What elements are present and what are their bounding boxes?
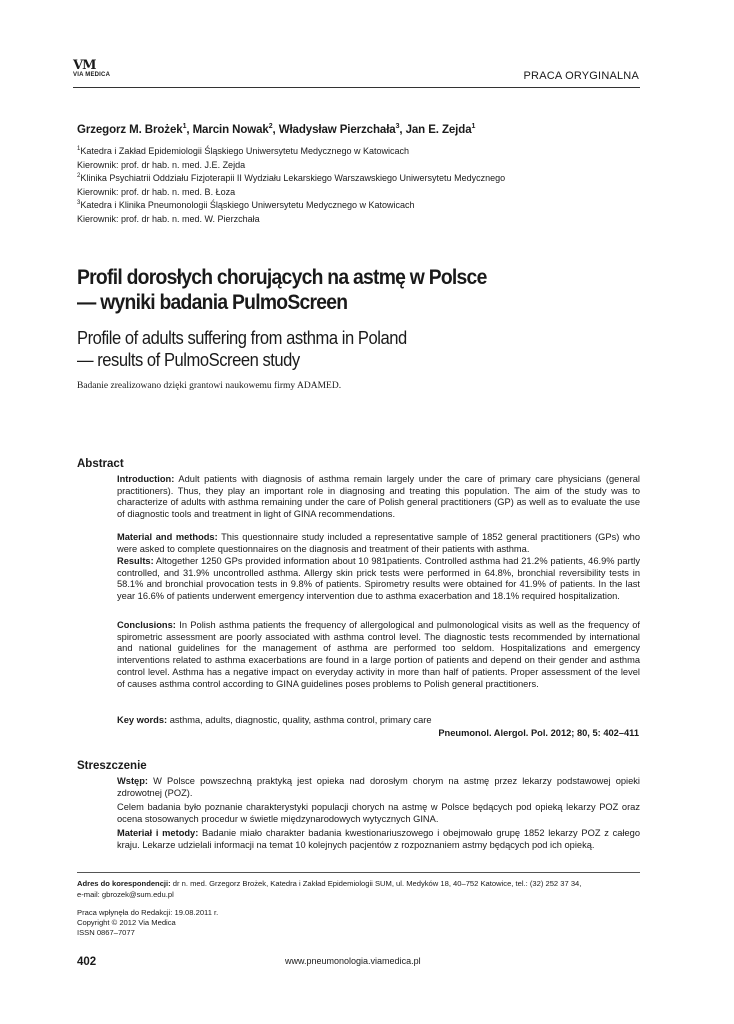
- streszczenie-metody: [117, 828, 640, 851]
- correspondence-label: Adres do korespondencji:: [77, 879, 171, 888]
- conclusions-text: In Polish asthma patients the frequency of allergological and pulmonological visits as well as the frequency of spirometric assessment are poorly associated with asthma control level. The diagnostic tests recommended by international and national guidelines for the management of asthma are performed too seldom. Hospitalizations and emergency interventions related to asthma exacerbations are found in a large portion of patients and depend on their gender and asthma control level. Asthma has a negative impact on everyday activity in more than half of patients. Proper assessment of the level of causes asthma control according to GINA guidelines poses problems to Polish general practitioners.: [117, 620, 640, 689]
- wstep-text: W Polsce powszechną praktyką jest opieka nad dorosłym chorym na astmę przez lekarzy podstawowej opieki zdrowotnej (POZ).: [117, 776, 640, 798]
- title-polish: [77, 265, 509, 315]
- section-label: PRACA ORYGINALNA: [523, 70, 639, 82]
- keywords: [117, 715, 432, 725]
- author-separator: ,: [399, 123, 406, 136]
- introduction-label: Introduction:: [117, 474, 175, 484]
- author-separator: ,: [272, 123, 279, 136]
- author-affiliation-mark: 1: [471, 123, 476, 130]
- publisher-logo: [73, 60, 117, 84]
- correspondence-text: dr n. med. Grzegorz Brożek, Katedra i Zakład Epidemiologii SUM, ul. Medyków 18, 40–752 Katowice, tel.: (32) 252 37 34,: [170, 879, 582, 888]
- affiliations: [77, 144, 505, 226]
- abstract-results: [117, 556, 640, 603]
- affiliation-line: [77, 171, 505, 185]
- author-name: Marcin Nowak: [192, 123, 269, 136]
- metody-text: Badanie miało charakter badania kwestionariuszowego i obejmowało grupę 1852 lekarzy POZ z całego kraju. Lekarze udzielali informacji na temat 10 kolejnych pacjentów z rozpoznaniem astmy będących pod ich opieką.: [117, 828, 640, 850]
- affiliation-text: Kierownik: prof. dr hab. n. med. W. Pierzchała: [77, 213, 260, 224]
- abstract-heading: Abstract: [77, 458, 124, 470]
- abstract-methods: [117, 532, 640, 555]
- footer-divider: [77, 872, 640, 873]
- results-label: Results:: [117, 556, 154, 566]
- received-date: Praca wpłynęła do Redakcji: 19.08.2011 r.: [77, 908, 219, 917]
- logo-text: VIA MEDICA: [73, 72, 111, 78]
- affiliation-line: [77, 212, 505, 226]
- correspondence: [77, 878, 640, 900]
- publication-info: [77, 908, 218, 938]
- keywords-text: asthma, adults, diagnostic, quality, asthma control, primary care: [167, 715, 432, 725]
- author-name: Władysław Pierzchała: [278, 123, 396, 136]
- metody-label: Materiał i metody:: [117, 828, 199, 838]
- title-english-line: — results of PulmoScreen study: [77, 350, 300, 370]
- title-polish-line: Profil dorosłych chorujących na astmę w Polsce: [77, 266, 487, 289]
- correspondence-email: e-mail: gbrozek@sum.edu.pl: [77, 890, 174, 899]
- affiliation-line: [77, 158, 505, 172]
- affiliation-mark: 1: [77, 146, 81, 152]
- logo-mark: VM: [73, 58, 96, 73]
- wstep-label: Wstęp:: [117, 776, 148, 786]
- copyright: Copyright © 2012 Via Medica: [77, 918, 176, 927]
- header-divider: [73, 87, 640, 88]
- introduction-text: Adult patients with diagnosis of asthma remain largely under the care of primary care physicians (general practitioners). Thus, they play an important role in diagnosing and treating this population. The aim of the study was to characterize of adults with asthma remaining under the care of Polish general practitioners (GP) as well as to evaluate the use of diagnostic tools and treatment in light of GINA recommendations.: [117, 474, 640, 520]
- author-affiliation-mark: 2: [268, 123, 273, 130]
- streszczenie-cel: Celem badania było poznanie charakterystyki populacji chorych na astmę w Polsce będących pod opieką lekarzy POZ oraz ocena stosowanych procedur w świetle międzynarodowych wytycznych GINA.: [117, 802, 640, 824]
- citation: Pneumonol. Alergol. Pol. 2012; 80, 5: 402–411: [438, 728, 639, 738]
- affiliation-text: Kierownik: prof. dr hab. n. med. B. Łoza: [77, 186, 236, 197]
- title-polish-line: — wyniki badania PulmoScreen: [77, 291, 348, 314]
- author-list: [77, 123, 475, 136]
- methods-text: This questionnaire study included a representative sample of 1852 general practitioners (GPs) who were asked to complete questionnaires on the diagnosis and treatment of their patients with asthma.: [117, 532, 640, 554]
- title-english: [77, 327, 445, 371]
- abstract-introduction: [117, 474, 640, 521]
- journal-website: www.pneumonologia.viamedica.pl: [285, 956, 421, 966]
- affiliation-mark: 2: [77, 173, 81, 180]
- affiliation-text: Klinika Psychiatrii Oddziału Fizjoterapii II Wydziału Lekarskiego Warszawskiego Uniwersytetu Medycznego: [80, 173, 506, 184]
- author-separator: ,: [186, 123, 193, 136]
- results-text: Altogether 1250 GPs provided information about 10 981patients. Controlled asthma had 21.2% patients, 46.9% partly controlled, and 31.9% uncontrolled asthma. Allergy skin prick tests were performed in 64.8%, bronchial reversibility tests in 58.1% and bronchial provocation tests in 9.8% of patients. Spirometry results were obtained for 41.9% of patients. In the last year 16.6% of patients underwent emergency intervention due to asthma exacerbation and 18.1% required hospitalization.: [117, 556, 640, 602]
- affiliation-text: Katedra i Zakład Epidemiologii Śląskiego Uniwersytetu Medycznego w Katowicach: [80, 146, 410, 156]
- affiliation-text: Kierownik: prof. dr hab. n. med. J.E. Zejda: [77, 159, 246, 170]
- streszczenie-heading: Streszczenie: [77, 760, 147, 772]
- title-english-line: Profile of adults suffering from asthma in Poland: [77, 328, 407, 348]
- author-affiliation-mark: 1: [182, 123, 187, 130]
- affiliation-line: [77, 185, 505, 199]
- affiliation-line: [77, 198, 505, 212]
- affiliation-line: [77, 144, 505, 158]
- affiliation-mark: 3: [77, 200, 81, 207]
- methods-label: Material and methods:: [117, 532, 218, 542]
- keywords-label: Key words:: [117, 715, 168, 725]
- affiliation-text: Katedra i Klinika Pneumonologii Śląskiego Uniwersytetu Medycznego w Katowicach: [80, 200, 415, 211]
- author-name: Grzegorz M. Brożek: [77, 123, 183, 136]
- author-name: Jan E. Zejda: [405, 123, 472, 136]
- issn: ISSN 0867–7077: [77, 928, 135, 937]
- abstract-conclusions: [117, 620, 640, 690]
- author-affiliation-mark: 3: [395, 123, 400, 130]
- streszczenie-wstep: [117, 776, 640, 799]
- page-number: 402: [77, 956, 97, 968]
- conclusions-label: Conclusions:: [117, 620, 176, 630]
- grant-note: Badanie zrealizowano dzięki grantowi naukowemu firmy ADAMED.: [77, 381, 342, 391]
